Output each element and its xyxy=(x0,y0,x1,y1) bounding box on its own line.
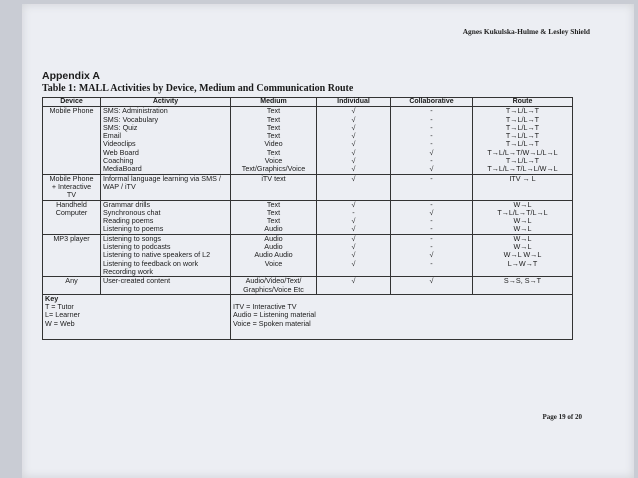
activity-item: Listening to podcasts xyxy=(103,243,171,252)
collaborative-mark: - xyxy=(430,225,433,234)
activity-item: SMS: Vocabulary xyxy=(103,115,159,124)
route-item: T→L/L→T xyxy=(505,107,540,116)
collaborative-mark: √ xyxy=(429,148,434,157)
table-row-group-mp3 xyxy=(43,234,573,276)
individual-mark: √ xyxy=(351,157,356,166)
collaborative-mark: - xyxy=(430,217,433,226)
column-header-medium: Medium xyxy=(231,98,317,107)
device-label: MP3 player xyxy=(53,234,90,243)
appendix-title: Appendix A xyxy=(42,70,100,82)
device-label: Mobile Phone xyxy=(49,107,94,116)
route-item: T→L/L→T xyxy=(505,132,540,141)
mall-activities-table xyxy=(42,97,573,340)
medium-item: Audio Audio xyxy=(254,250,293,260)
route-item: T→L/L→T/W→L/L→L xyxy=(487,148,558,157)
activity-item: User-created content xyxy=(103,277,171,286)
route-cell xyxy=(473,174,573,200)
medium-item: Text xyxy=(266,132,281,141)
device-cell xyxy=(43,107,101,174)
individual-cell xyxy=(317,200,391,234)
collaborative-mark: - xyxy=(430,243,433,252)
device-label: TV xyxy=(66,191,77,200)
medium-item: Text xyxy=(266,200,281,209)
route-item: W→L xyxy=(513,225,532,234)
device-label: + Interactive xyxy=(51,182,92,191)
route-item: W→L W→L xyxy=(503,250,542,260)
activity-cell xyxy=(101,174,231,200)
key-left-cell xyxy=(43,294,231,339)
device-label: Handheld xyxy=(56,200,87,209)
column-header-device: Device xyxy=(43,98,101,107)
route-item: L→W→T xyxy=(507,259,538,268)
table-row-group-handheld xyxy=(43,200,573,234)
individual-cell xyxy=(317,174,391,200)
activity-item: SMS: Quiz xyxy=(103,123,138,132)
page-number: Page 19 of 20 xyxy=(542,413,582,421)
collaborative-mark: - xyxy=(430,123,433,132)
route-item: W→L xyxy=(513,217,532,226)
page-header: Agnes Kukulska-Hulme & Lesley Shield xyxy=(462,27,590,36)
medium-cell xyxy=(231,107,317,174)
medium-cell xyxy=(231,277,317,295)
activity-item: Informal language learning via SMS / WAP / iTV xyxy=(103,173,221,191)
collaborative-mark: - xyxy=(430,200,433,209)
route-item: ITV → L xyxy=(509,174,536,183)
route-item: S→S, S→T xyxy=(503,277,542,286)
activity-item: Listening to feedback on work Recording work xyxy=(103,258,199,276)
individual-mark: √ xyxy=(351,200,356,209)
route-item: T→L/L→T xyxy=(505,140,540,149)
individual-mark: √ xyxy=(351,243,356,252)
medium-cell xyxy=(231,174,317,200)
activity-item: Listening to native speakers of L2 xyxy=(103,250,211,260)
activity-item: Videoclips xyxy=(103,140,136,149)
collaborative-cell xyxy=(391,277,473,295)
table-row-group-mobile-phone xyxy=(43,107,573,174)
collaborative-mark: - xyxy=(430,234,433,243)
route-item: W→L xyxy=(513,234,532,243)
key-row xyxy=(43,294,573,339)
column-header-activity: Activity xyxy=(101,98,231,107)
activity-item: Grammar drills xyxy=(103,200,151,209)
medium-item: Text xyxy=(266,208,281,217)
column-header-route: Route xyxy=(473,98,573,107)
activity-item: Coaching xyxy=(103,157,134,166)
activity-item: Synchronous chat xyxy=(103,208,161,217)
table-header-row xyxy=(43,98,573,107)
collaborative-cell xyxy=(391,200,473,234)
medium-item: Text xyxy=(266,123,281,132)
medium-item: Text xyxy=(266,217,281,226)
individual-mark: √ xyxy=(351,132,356,141)
table-row-group-mobile-itv xyxy=(43,174,573,200)
activity-item: MediaBoard xyxy=(103,165,142,174)
collaborative-mark: √ xyxy=(429,165,434,174)
individual-mark: √ xyxy=(351,251,356,260)
device-cell xyxy=(43,277,101,295)
individual-cell xyxy=(317,234,391,276)
key-item: Audio = Listening material xyxy=(233,311,316,320)
collaborative-mark: - xyxy=(430,259,433,268)
device-cell xyxy=(43,234,101,276)
device-label: Any xyxy=(65,277,78,286)
medium-item: Voice xyxy=(264,157,283,166)
device-label: Computer xyxy=(55,208,88,217)
key-item: L= Learner xyxy=(45,311,80,320)
medium-cell xyxy=(231,200,317,234)
activity-item: Listening to songs xyxy=(103,234,161,243)
device-cell xyxy=(43,200,101,234)
medium-item: iTV text xyxy=(261,173,286,183)
medium-item: Text xyxy=(266,148,281,157)
individual-mark: √ xyxy=(351,140,356,149)
key-right-cell xyxy=(231,294,573,339)
collaborative-mark: - xyxy=(430,140,433,149)
route-cell xyxy=(473,277,573,295)
key-title: Key xyxy=(45,294,59,303)
route-item: T→L/L→T/L→L/W→L xyxy=(487,165,558,174)
key-item: ITV = Interactive TV xyxy=(233,303,297,312)
route-cell xyxy=(473,200,573,234)
collaborative-mark: - xyxy=(430,107,433,116)
individual-mark: √ xyxy=(351,148,356,157)
activity-item: Reading poems xyxy=(103,217,154,226)
collaborative-mark: - xyxy=(430,132,433,141)
route-item: T→L/L→T xyxy=(505,123,540,132)
column-header-collaborative: Collaborative xyxy=(391,98,473,107)
activity-item: SMS: Administration xyxy=(103,107,168,116)
individual-mark: √ xyxy=(351,107,356,116)
route-item: W→L xyxy=(513,200,532,209)
medium-item: Video xyxy=(264,140,283,149)
collaborative-cell xyxy=(391,107,473,174)
medium-item: Audio xyxy=(264,243,283,252)
individual-mark: √ xyxy=(351,259,356,268)
medium-item: Text/Graphics/Voice xyxy=(241,165,306,174)
route-cell xyxy=(473,234,573,276)
activity-cell xyxy=(101,234,231,276)
route-item: T→L/L→T/L→L xyxy=(497,208,548,217)
collaborative-mark: - xyxy=(430,115,433,124)
individual-cell xyxy=(317,107,391,174)
collaborative-cell xyxy=(391,174,473,200)
medium-item: Text xyxy=(266,115,281,124)
individual-mark: √ xyxy=(351,174,356,183)
key-item: Voice = Spoken material xyxy=(233,319,311,328)
route-item: T→L/L→T xyxy=(505,115,540,124)
device-cell xyxy=(43,174,101,200)
route-item: T→L/L→T xyxy=(505,157,540,166)
individual-mark: √ xyxy=(351,115,356,124)
collaborative-mark: √ xyxy=(429,251,434,260)
column-header-individual: Individual xyxy=(317,98,391,107)
individual-mark: √ xyxy=(351,165,356,174)
collaborative-mark: √ xyxy=(429,277,434,286)
medium-item: Text xyxy=(266,107,281,116)
individual-mark: √ xyxy=(351,277,356,286)
medium-item: Audio xyxy=(264,225,283,234)
key-item: T = Tutor xyxy=(45,303,74,312)
activity-cell xyxy=(101,107,231,174)
medium-item: Audio xyxy=(264,234,283,243)
activity-cell xyxy=(101,277,231,295)
individual-mark: √ xyxy=(351,123,356,132)
collaborative-cell xyxy=(391,234,473,276)
individual-mark: √ xyxy=(351,217,356,226)
table-body xyxy=(43,107,573,340)
activity-item: Listening to poems xyxy=(103,225,164,234)
individual-cell xyxy=(317,277,391,295)
route-cell xyxy=(473,107,573,174)
table-caption: Table 1: MALL Activities by Device, Medium and Communication Route xyxy=(42,83,354,94)
activity-item: Web Board xyxy=(103,148,139,157)
collaborative-mark: √ xyxy=(429,208,434,217)
activity-item: Email xyxy=(103,132,121,141)
individual-mark: - xyxy=(352,208,355,217)
device-label: Mobile Phone xyxy=(49,174,94,183)
individual-mark: √ xyxy=(351,234,356,243)
individual-mark: √ xyxy=(351,225,356,234)
collaborative-mark: - xyxy=(430,174,433,183)
medium-item: Audio/Video/Text/ Graphics/Voice Etc xyxy=(243,276,304,294)
table-row-group-any xyxy=(43,277,573,295)
collaborative-mark: - xyxy=(430,157,433,166)
key-item: W = Web xyxy=(45,319,75,328)
medium-item: Voice xyxy=(264,259,283,268)
route-item: W→L xyxy=(513,243,532,252)
medium-cell xyxy=(231,234,317,276)
activity-cell xyxy=(101,200,231,234)
